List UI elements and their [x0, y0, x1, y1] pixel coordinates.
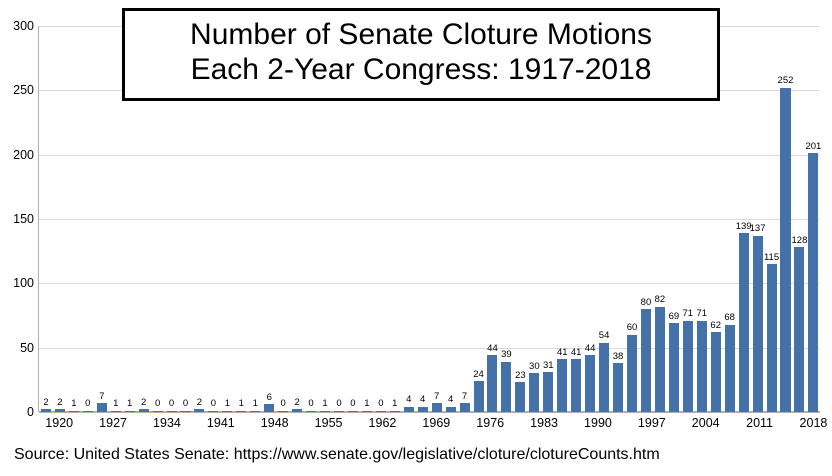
bar — [460, 403, 470, 412]
bar — [571, 359, 581, 412]
bar-value-label: 71 — [696, 308, 708, 320]
y-axis-tick-label: 150 — [13, 212, 34, 226]
x-axis-slot — [672, 414, 685, 436]
bar — [725, 325, 735, 412]
bar — [669, 323, 679, 412]
bar-value-label: 82 — [654, 294, 666, 305]
bar-value-label: 0 — [350, 398, 356, 409]
bar-value-label: 2 — [57, 396, 63, 408]
x-axis-slot — [766, 414, 779, 436]
x-axis-slot — [659, 414, 672, 436]
x-axis-slot — [422, 414, 451, 436]
bar — [41, 409, 51, 412]
x-axis-slot — [228, 414, 241, 436]
bar — [808, 153, 818, 412]
bar — [180, 411, 190, 412]
bar-slot — [109, 26, 123, 412]
chart-title-box — [122, 8, 720, 101]
x-axis-slot — [510, 414, 523, 436]
x-axis-slot — [564, 414, 577, 436]
bar-slot — [779, 26, 793, 412]
x-axis-slot — [260, 414, 289, 436]
bar-value-label: 60 — [626, 322, 638, 334]
bar-value-label: 38 — [612, 350, 624, 362]
bar — [599, 343, 609, 412]
y-axis-tick-label: 200 — [13, 147, 34, 162]
bar-value-label: 252 — [777, 75, 794, 87]
bar-value-label: 201 — [805, 140, 822, 152]
bar — [334, 411, 344, 412]
x-axis-slot — [618, 414, 631, 436]
bar-value-label: 30 — [529, 360, 540, 372]
bar-value-label: 4 — [406, 394, 412, 406]
bar-slot — [723, 26, 737, 412]
bar-slot — [806, 26, 820, 412]
bar-value-label: 71 — [682, 308, 694, 320]
bar — [278, 411, 288, 412]
bar — [83, 411, 93, 412]
y-axis-tick-label: 300 — [13, 19, 34, 33]
bar-slot — [95, 26, 109, 412]
bar-value-label: 0 — [378, 398, 384, 409]
bar-value-label: 39 — [501, 349, 512, 361]
x-axis-slot — [295, 414, 308, 436]
x-axis-slot — [314, 414, 343, 436]
bar-value-label: 44 — [584, 342, 596, 354]
x-axis-slot — [79, 414, 92, 436]
bar-value-label: 2 — [294, 396, 300, 408]
x-axis-tick-label: 1990 — [584, 416, 612, 430]
bar — [362, 411, 372, 413]
x-axis-slot — [780, 414, 793, 436]
x-axis-slot — [368, 414, 397, 436]
bar-value-label: 23 — [515, 369, 526, 381]
x-axis-slot — [726, 414, 739, 436]
bar-value-label: 7 — [99, 390, 105, 402]
bar — [390, 411, 400, 413]
bar-value-label: 4 — [447, 394, 454, 406]
bar-slot — [67, 26, 81, 412]
bar-slot — [737, 26, 751, 412]
x-axis-slot — [605, 414, 618, 436]
bar-value-label: 1 — [252, 398, 258, 409]
bar-value-label: 139 — [735, 220, 752, 232]
bar-value-label: 2 — [140, 396, 147, 408]
x-axis-tick-label: 1934 — [153, 416, 181, 430]
bar — [753, 236, 763, 412]
bar-value-label: 0 — [182, 398, 189, 409]
x-axis-tick-label: 1948 — [260, 416, 289, 430]
bar-value-label: 1 — [71, 398, 77, 409]
bar-value-label: 0 — [210, 398, 217, 409]
bar — [167, 411, 177, 412]
bar — [69, 411, 79, 413]
bar-value-label: 1 — [392, 398, 398, 409]
x-axis-tick-label: 1962 — [368, 416, 397, 430]
y-axis-tick-label: 50 — [20, 340, 34, 355]
x-axis-tick-label: 1920 — [45, 416, 74, 430]
bar — [739, 233, 749, 412]
x-axis-slot — [99, 414, 127, 436]
bar-value-label: 0 — [85, 398, 91, 409]
x-axis-slot — [799, 414, 828, 436]
bar — [404, 407, 414, 412]
bar-value-label: 41 — [556, 346, 568, 358]
x-axis-slot — [66, 414, 79, 436]
bar — [194, 409, 204, 412]
bar-value-label: 62 — [710, 319, 722, 331]
bar-value-label: 1 — [113, 398, 119, 409]
bar-value-label: 80 — [640, 296, 652, 308]
x-axis-tick-label: 2011 — [746, 416, 774, 430]
x-axis-slot — [691, 414, 720, 436]
bar — [250, 411, 260, 413]
bar-value-label: 0 — [308, 398, 314, 409]
bar-slot — [81, 26, 95, 412]
bar-value-label: 7 — [461, 390, 468, 402]
bar — [153, 411, 163, 412]
bar — [529, 373, 539, 412]
bar — [432, 403, 442, 412]
bar — [446, 407, 456, 412]
x-axis-slot — [153, 414, 181, 436]
x-axis — [39, 414, 828, 436]
x-axis-slot — [187, 414, 200, 436]
x-axis-slot — [497, 414, 510, 436]
bar — [222, 411, 232, 413]
bar-value-label: 137 — [749, 223, 766, 235]
x-axis-slot — [637, 414, 666, 436]
bar-value-label: 4 — [420, 394, 426, 406]
bar-slot — [765, 26, 779, 412]
bar — [697, 321, 707, 412]
bar — [501, 362, 511, 412]
x-axis-slot — [335, 414, 348, 436]
x-axis-slot — [45, 414, 74, 436]
bar — [655, 307, 665, 413]
bar — [613, 363, 623, 412]
bar-value-label: 68 — [724, 312, 735, 324]
x-axis-slot — [551, 414, 564, 436]
bar — [125, 411, 135, 413]
x-axis-slot — [389, 414, 402, 436]
x-axis-tick-label: 1927 — [99, 416, 127, 430]
bar — [627, 335, 637, 412]
x-axis-tick-label: 1955 — [314, 416, 343, 430]
bar — [487, 355, 497, 412]
y-axis — [0, 19, 34, 419]
bar-value-label: 115 — [763, 251, 780, 263]
bar-value-label: 1 — [224, 398, 231, 409]
y-axis-tick-label: 0 — [27, 405, 34, 419]
bar — [264, 404, 274, 412]
chart-title-line-2: Each 2-Year Congress: 1917-2018 — [190, 53, 652, 87]
bar — [348, 411, 358, 412]
bar — [111, 411, 121, 413]
bar-value-label: 44 — [487, 342, 498, 354]
x-axis-slot — [206, 414, 235, 436]
bar-value-label: 69 — [668, 310, 680, 322]
x-axis-tick-label: 1941 — [206, 416, 235, 430]
bar-value-label: 0 — [154, 398, 161, 409]
bar — [208, 411, 218, 412]
bar — [780, 88, 790, 412]
x-axis-tick-label: 1969 — [422, 416, 451, 430]
bar-value-label: 1 — [238, 398, 244, 409]
chart-title-line-1: Number of Senate Cloture Motions — [190, 18, 652, 51]
x-axis-tick-label: 1976 — [476, 416, 505, 430]
bar — [794, 247, 804, 412]
bar — [320, 411, 330, 413]
bar — [139, 409, 149, 412]
bar — [683, 321, 693, 412]
bar-value-label: 31 — [542, 359, 554, 371]
bar — [585, 355, 595, 412]
x-axis-slot — [457, 414, 470, 436]
x-axis-tick-label: 2018 — [799, 416, 828, 430]
source-note: Source: United States Senate: https://www.senate.gov/legislative/cloture/clotureCounts.htm — [14, 446, 660, 463]
bar-value-label: 54 — [598, 330, 610, 342]
bar-slot — [39, 26, 53, 412]
bar — [557, 359, 567, 412]
x-axis-slot — [349, 414, 362, 436]
x-axis-slot — [281, 414, 294, 436]
bar-slot — [53, 26, 67, 412]
bar — [418, 407, 428, 412]
bar — [306, 411, 316, 412]
bar — [641, 309, 651, 412]
y-axis-tick-label: 100 — [13, 276, 34, 291]
bar — [97, 403, 107, 412]
x-axis-slot — [476, 414, 505, 436]
bar — [55, 409, 65, 412]
x-axis-slot — [584, 414, 612, 436]
x-axis-tick-label: 2004 — [691, 416, 720, 430]
bar — [543, 372, 553, 412]
bar-value-label: 1 — [322, 398, 328, 409]
bar-value-label: 24 — [473, 368, 484, 380]
x-axis-slot — [712, 414, 725, 436]
bar — [474, 381, 484, 412]
x-axis-slot — [241, 414, 254, 436]
bar — [292, 409, 302, 412]
bar — [767, 264, 777, 412]
bar-slot — [792, 26, 806, 412]
x-axis-slot — [443, 414, 456, 436]
bar-value-label: 2 — [43, 396, 49, 408]
bar — [515, 382, 525, 412]
bar-value-label: 0 — [280, 398, 286, 409]
x-axis-slot — [746, 414, 774, 436]
bar-value-label: 1 — [127, 398, 133, 409]
bar — [376, 411, 386, 412]
x-axis-tick-label: 1997 — [637, 416, 666, 430]
x-axis-slot — [174, 414, 187, 436]
x-axis-slot — [530, 414, 558, 436]
x-axis-slot — [120, 414, 133, 436]
y-axis-tick-label: 250 — [13, 83, 34, 98]
bar-value-label: 0 — [168, 398, 175, 409]
x-axis-tick-label: 1983 — [530, 416, 558, 430]
bar-slot — [751, 26, 765, 412]
x-axis-slot — [403, 414, 416, 436]
bar-value-label: 7 — [434, 390, 440, 402]
bar — [711, 332, 721, 412]
bar-value-label: 0 — [336, 398, 342, 409]
bar-value-label: 41 — [570, 346, 582, 358]
bar-value-label: 6 — [266, 391, 272, 403]
bar-value-label: 128 — [791, 234, 808, 246]
bar-value-label: 2 — [196, 396, 203, 408]
gridline — [39, 412, 820, 413]
bar-value-label: 1 — [364, 398, 370, 409]
bar — [236, 411, 246, 413]
x-axis-slot — [133, 414, 146, 436]
